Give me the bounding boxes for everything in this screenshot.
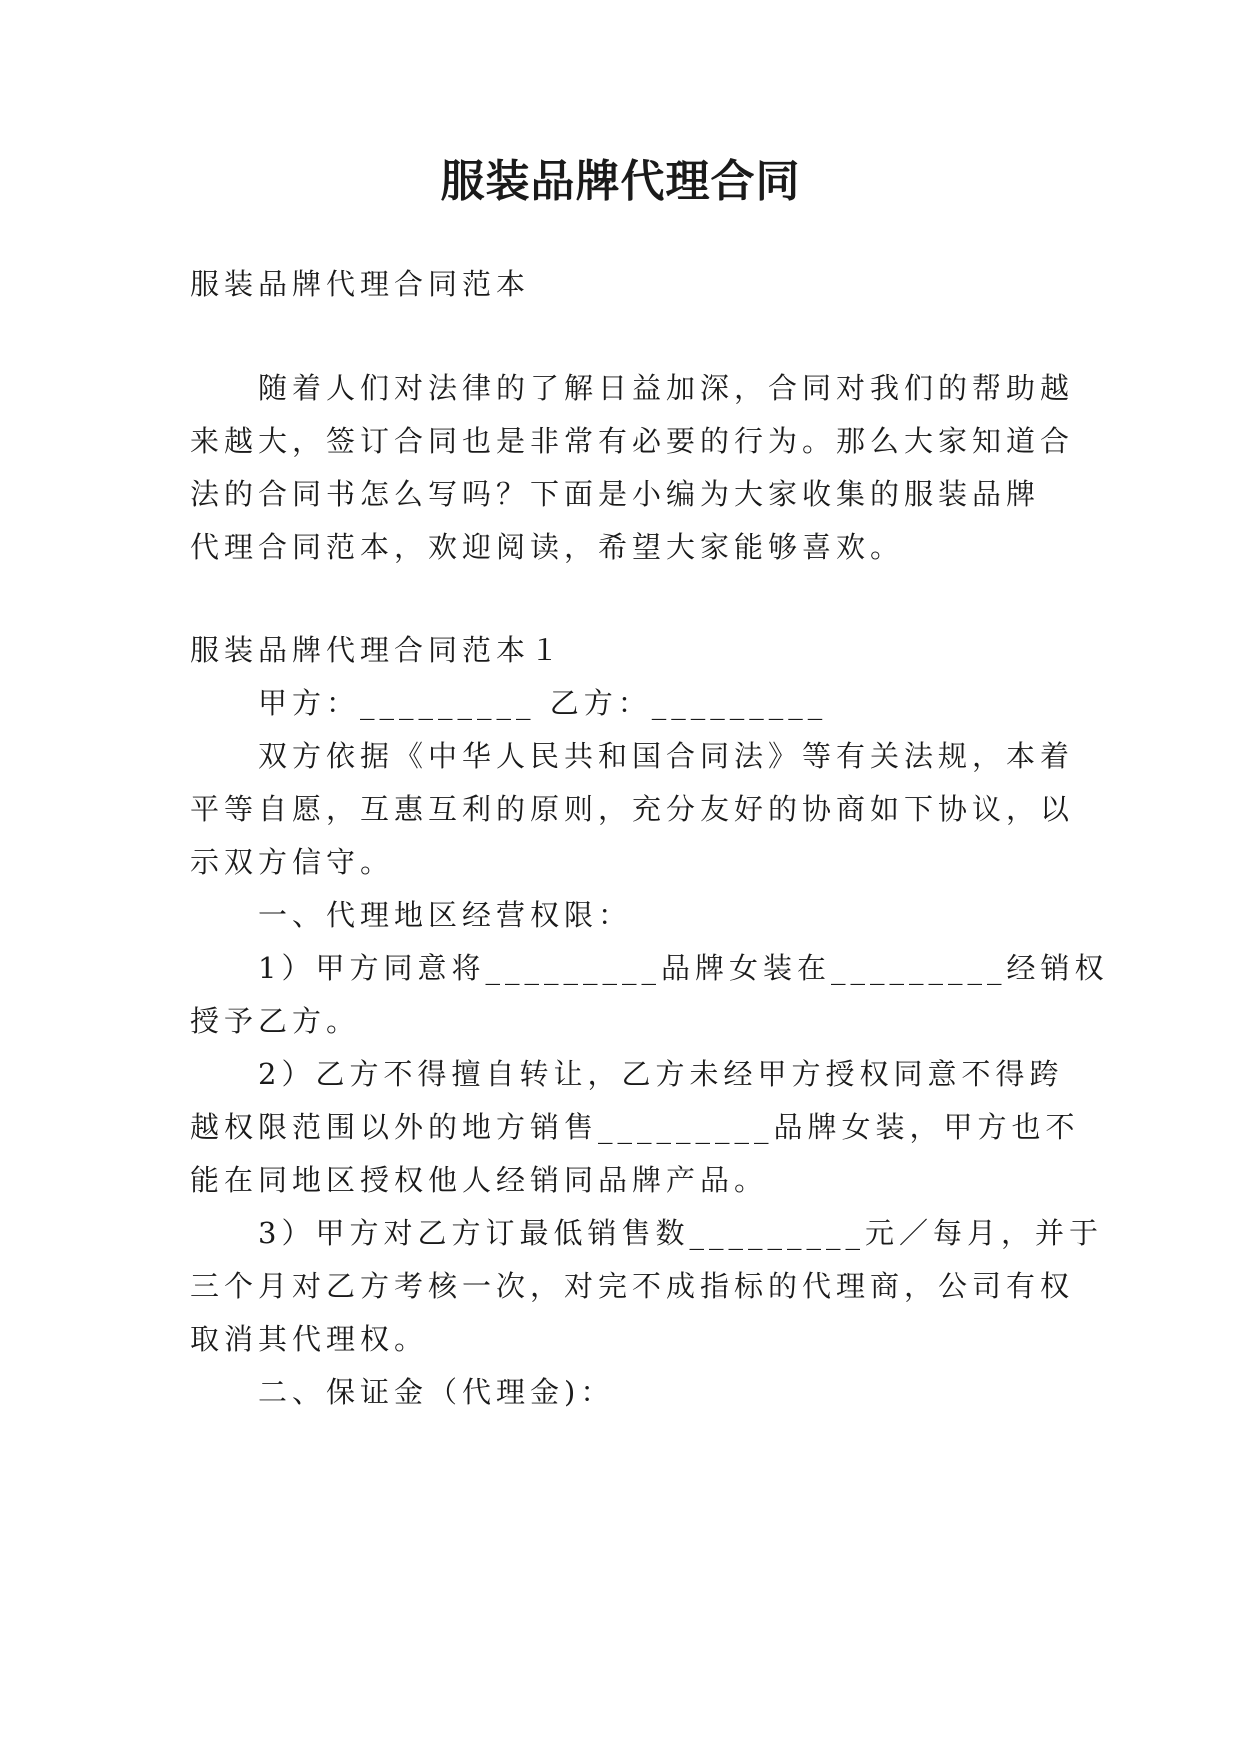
clause1-item3-line-2: 三个月对乙方考核一次，对完不成指标的代理商，公司有权 bbox=[190, 1269, 1075, 1303]
intro-line-3: 法的合同书怎么写吗？下面是小编为大家收集的服装品牌 bbox=[190, 477, 1041, 511]
clause1-item1-line-2: 授予乙方。 bbox=[190, 1004, 361, 1038]
clause1-item2-line-1: 2）乙方不得擅自转让，乙方未经甲方授权同意不得跨 bbox=[258, 1057, 1064, 1091]
clause1-item2-line-3: 能在同地区授权他人经销同品牌产品。 bbox=[190, 1163, 769, 1197]
section-heading: 服装品牌代理合同范本１ bbox=[190, 633, 565, 667]
clause1-item3-line-3: 取消其代理权。 bbox=[190, 1322, 429, 1356]
basis-line-2: 平等自愿，互惠互利的原则，充分友好的协商如下协议，以 bbox=[190, 792, 1075, 826]
parties-line: 甲方：_________ 乙方：_________ bbox=[258, 686, 828, 720]
clause1-item3-line-1: 3）甲方对乙方订最低销售数_________元／每月，并于 bbox=[258, 1216, 1103, 1250]
intro-line-4: 代理合同范本，欢迎阅读，希望大家能够喜欢。 bbox=[190, 530, 905, 564]
basis-line-1: 双方依据《中华人民共和国合同法》等有关法规，本着 bbox=[258, 739, 1075, 773]
clause1-item2-line-2: 越权限范围以外的地方销售_________品牌女装，甲方也不 bbox=[190, 1110, 1080, 1144]
intro-line-2: 来越大，签订合同也是非常有必要的行为。那么大家知道合 bbox=[190, 424, 1075, 458]
intro-line-1: 随着人们对法律的了解日益加深，合同对我们的帮助越 bbox=[258, 371, 1075, 405]
document-title: 服装品牌代理合同 bbox=[440, 156, 801, 207]
basis-line-3: 示双方信守。 bbox=[190, 845, 395, 879]
document-subtitle: 服装品牌代理合同范本 bbox=[190, 267, 531, 301]
clause2-heading: 二、保证金（代理金)： bbox=[258, 1375, 615, 1409]
clause1-item1-line-1: 1）甲方同意将_________品牌女装在_________经销权 bbox=[258, 951, 1109, 985]
clause1-heading: 一、代理地区经营权限： bbox=[258, 898, 633, 932]
